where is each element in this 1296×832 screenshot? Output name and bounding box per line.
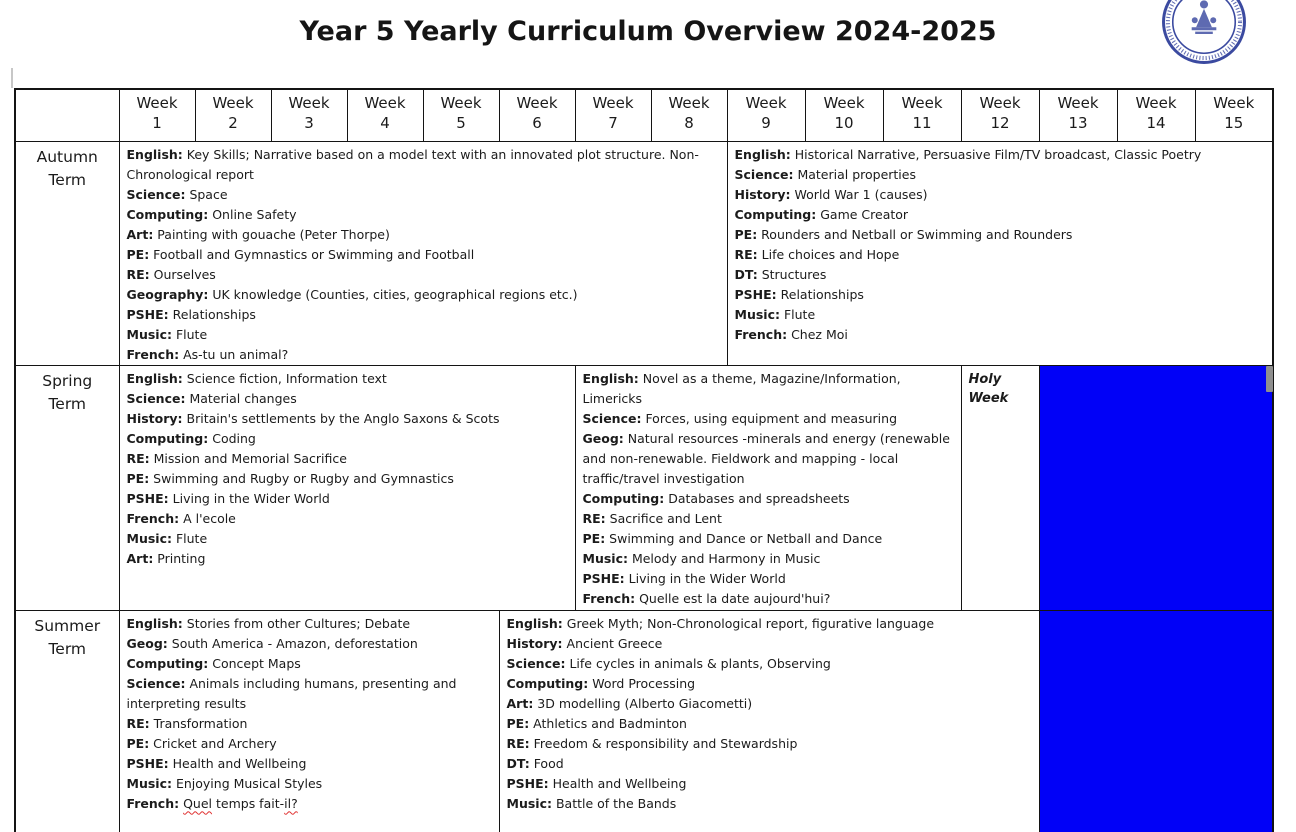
week-number: 4 — [380, 114, 390, 133]
week-label: Week — [440, 94, 482, 112]
week-header-cell — [119, 89, 195, 141]
page-title: Year 5 Yearly Curriculum Overview 2024-2025 — [299, 16, 997, 47]
week-label: Week — [516, 94, 558, 112]
subject-line: RE: Life choices and Hope — [734, 246, 900, 262]
week-header-cell — [1117, 89, 1195, 141]
week-header-cell — [805, 89, 883, 141]
term-row-autumn-term — [15, 141, 1273, 365]
corner-cell — [15, 89, 119, 141]
week-number: 2 — [228, 114, 238, 133]
week-number: 8 — [684, 114, 694, 133]
subject-line: English: Science fiction, Information text — [126, 370, 387, 386]
subject-line: Computing: Coding — [126, 430, 256, 446]
week-header-cell — [271, 89, 347, 141]
subject-line: RE: Freedom & responsibility and Stewardship — [506, 735, 798, 751]
subject-line: Science: Animals including humans, presenting and interpreting results — [126, 675, 457, 711]
subject-line: English: Greek Myth; Non-Chronological report, figurative language — [506, 615, 935, 631]
term-content-cell — [119, 141, 727, 365]
week-label: Week — [1057, 94, 1099, 112]
week-header-cell — [195, 89, 271, 141]
subject-line: PSHE: Relationships — [734, 286, 864, 302]
subject-line: DT: Structures — [734, 266, 827, 282]
subject-line: PSHE: Health and Wellbeing — [126, 755, 307, 771]
subject-line: English: Novel as a theme, Magazine/Information, Limericks — [582, 370, 901, 406]
subject-line: PE: Cricket and Archery — [126, 735, 277, 751]
subject-line: French: Quelle est la date aujourd'hui? — [582, 590, 831, 606]
week-number: 12 — [990, 114, 1010, 133]
subject-line: Computing: Game Creator — [734, 206, 909, 222]
week-number: 1 — [152, 114, 162, 133]
subject-line: Computing: Word Processing — [506, 675, 696, 691]
term-content-cell — [119, 610, 499, 832]
week-label: Week — [823, 94, 865, 112]
week-number: 13 — [1068, 114, 1088, 133]
week-label: Week — [136, 94, 178, 112]
week-label: Week — [668, 94, 710, 112]
subject-line: English: Historical Narrative, Persuasive Film/TV broadcast, Classic Poetry — [734, 146, 1202, 162]
subject-line: PSHE: Health and Wellbeing — [506, 775, 687, 791]
subject-line: Science: Space — [126, 186, 228, 202]
subject-line: DT: Food — [506, 755, 564, 771]
scrollbar-thumb[interactable] — [1266, 366, 1273, 392]
subject-line: PSHE: Living in the Wider World — [126, 490, 330, 506]
week-label: Week — [288, 94, 330, 112]
subject-line: English: Stories from other Cultures; Debate — [126, 615, 411, 631]
subject-line: PE: Swimming and Rugby or Rugby and Gymnastics — [126, 470, 454, 486]
subject-line: Art: 3D modelling (Alberto Giacometti) — [506, 695, 753, 711]
school-crest-logo — [1160, 0, 1248, 66]
subject-line: Music: Enjoying Musical Styles — [126, 775, 323, 791]
subject-line: Geog: Natural resources -minerals and energy (renewable and non-renewable. Fieldwork and mapping - local traffic/travel investigation — [582, 430, 950, 486]
highlight-cell — [1039, 365, 1273, 610]
highlight-cell — [1039, 610, 1273, 832]
week-header-cell — [575, 89, 651, 141]
week-number: 7 — [608, 114, 618, 133]
curriculum-table — [14, 88, 1274, 832]
subject-line: Science: Material changes — [126, 390, 297, 406]
subject-line: French: Quel temps fait-il? — [126, 795, 298, 811]
week-header-cell — [961, 89, 1039, 141]
subject-line: Art: Printing — [126, 550, 206, 566]
subject-line: Music: Flute — [126, 530, 208, 546]
week-label: Week — [979, 94, 1021, 112]
subject-line: PSHE: Relationships — [126, 306, 256, 322]
week-label: Week — [212, 94, 254, 112]
term-content-cell — [575, 365, 961, 610]
week-header-cell — [883, 89, 961, 141]
subject-line: Geog: South America - Amazon, deforestation — [126, 635, 418, 651]
subject-line: French: A l'ecole — [126, 510, 236, 526]
week-header-cell — [423, 89, 499, 141]
week-label: Week — [1135, 94, 1177, 112]
subject-line: Music: Battle of the Bands — [506, 795, 677, 811]
term-row-spring-term — [15, 365, 1273, 610]
subject-line: RE: Mission and Memorial Sacrifice — [126, 450, 347, 466]
subject-line: Science: Life cycles in animals & plants, Observing — [506, 655, 831, 671]
week-label: Week — [901, 94, 943, 112]
subject-line: English: Key Skills; Narrative based on a model text with an innovated plot structure. Non-Chronological report — [126, 146, 699, 182]
week-number: 11 — [912, 114, 932, 133]
subject-line: Art: Painting with gouache (Peter Thorpe) — [126, 226, 390, 242]
subject-line: French: As-tu un animal? — [126, 346, 289, 362]
week-label: Week — [364, 94, 406, 112]
week-header-cell — [1195, 89, 1273, 141]
week-label: Week — [592, 94, 634, 112]
week-number: 10 — [834, 114, 854, 133]
week-number: 9 — [761, 114, 771, 133]
term-content-cell — [499, 610, 1039, 832]
holy-week-cell: Holy Week — [961, 365, 1039, 610]
subject-line: History: Ancient Greece — [506, 635, 663, 651]
week-number: 3 — [304, 114, 314, 133]
subject-line: Computing: Concept Maps — [126, 655, 301, 671]
subject-line: RE: Sacrifice and Lent — [582, 510, 722, 526]
term-label-summer-term: Summer Term — [15, 610, 119, 832]
week-number: 5 — [456, 114, 466, 133]
subject-line: History: Britain's settlements by the Anglo Saxons & Scots — [126, 410, 500, 426]
table-body — [15, 141, 1273, 832]
subject-line: Geography: UK knowledge (Counties, cities, geographical regions etc.) — [126, 286, 578, 302]
subject-line: History: World War 1 (causes) — [734, 186, 928, 202]
term-content-cell — [119, 365, 575, 610]
week-header-cell — [727, 89, 805, 141]
subject-line: Science: Material properties — [734, 166, 916, 182]
subject-line: French: Chez Moi — [734, 326, 848, 342]
week-number: 14 — [1146, 114, 1166, 133]
week-number: 6 — [532, 114, 542, 133]
text-cursor-artifact — [11, 68, 13, 88]
week-number: 15 — [1224, 114, 1244, 133]
term-label-autumn-term: Autumn Term — [15, 141, 119, 365]
term-content-cell — [727, 141, 1273, 365]
week-header-cell — [651, 89, 727, 141]
school-crest-icon — [1160, 0, 1248, 66]
subject-line: Music: Flute — [734, 306, 816, 322]
week-label: Week — [1213, 94, 1255, 112]
week-label: Week — [745, 94, 787, 112]
subject-line: RE: Ourselves — [126, 266, 216, 282]
subject-line: PSHE: Living in the Wider World — [582, 570, 786, 586]
week-header-cell — [499, 89, 575, 141]
week-header-cell — [1039, 89, 1117, 141]
subject-line: PE: Athletics and Badminton — [506, 715, 687, 731]
subject-line: Computing: Online Safety — [126, 206, 297, 222]
term-row-summer-term — [15, 610, 1273, 832]
week-header-cell — [347, 89, 423, 141]
subject-line: RE: Transformation — [126, 715, 248, 731]
subject-line: PE: Football and Gymnastics or Swimming and Football — [126, 246, 475, 262]
subject-line: PE: Swimming and Dance or Netball and Dance — [582, 530, 883, 546]
term-label-spring-term: Spring Term — [15, 365, 119, 610]
subject-line: Music: Melody and Harmony in Music — [582, 550, 821, 566]
subject-line: Science: Forces, using equipment and measuring — [582, 410, 897, 426]
subject-line: PE: Rounders and Netball or Swimming and Rounders — [734, 226, 1073, 242]
subject-line: Computing: Databases and spreadsheets — [582, 490, 850, 506]
subject-line: Music: Flute — [126, 326, 208, 342]
week-header-row — [15, 89, 1273, 141]
